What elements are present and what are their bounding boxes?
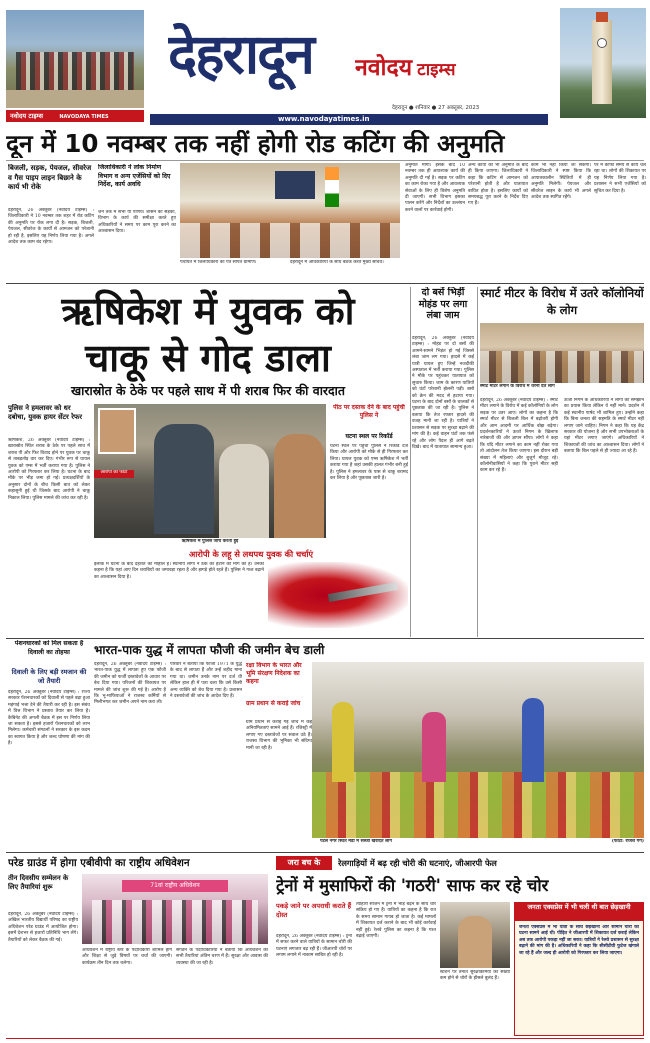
bottom-left-col-1: देहरादून, 26 अक्तूबर (नवोदय टाइम्स) : अखिल भारतीय विद्यार्थी परिषद का राष्ट्रीय अधिवेशन परेड ग्राउंड में आयोजित होगा। इसमें देशभर से हजारों प्रतिनिधि भाग लेंगे। तैयारियों को लेकर बैठक की गई।	[8, 912, 78, 943]
website-bar	[150, 114, 548, 125]
left-tag-bar	[6, 110, 144, 122]
top-col-7: पर में काफी समय से कार्य चल रहा था। लोगों की शिकायत पर यह निर्णय लिया गया है। प्रशासन ने सभी एजेंसियों को सूचित कर दिया है।	[594, 163, 646, 194]
top-col-4: अनुमति मांगी। इसके बाद 10 नवम्बर तक ही आवश्यक कार्य की अनुमति दी गई है। सड़क पर कटिंग का काम रोका गया है और आवश्यक सेवाओं के लिए ही विशेष अनुमति दी जाएगी। सभी विभाग इसका पालन करेंगे और निर्देशों का उल्लंघन करने वालों पर कार्रवाई होगी।	[405, 163, 465, 213]
clock-tower-photo	[560, 8, 646, 118]
lead-sidebar-col: घटना स्थल पर पहुंची पुलिस ने रिकॉर्ड दर्ज किया और आरोपी को मौके से ही गिरफ्तार कर लिया। घायल युवक को एम्स ऋषिकेश में भर्ती कराया गया है जहां उसकी हालत गंभीर बनी हुई है। पुलिस ने हमलावर के पास से चाकू बरामद कर लिया है और पूछताछ जारी है।	[330, 444, 408, 482]
left-tag-en: NAVODAYA TIMES	[59, 114, 109, 120]
lead-headline-2: चाकू से गोद डाला	[85, 336, 331, 380]
meeting-caption-right: देहरादून में अधिकारियों के साथ बैठक करते मुख्य सचिव।	[290, 260, 384, 265]
jara-bach-ke-tag: जरा बच के	[276, 856, 332, 870]
india-pak-col-2: परिवार ने बताया कि फौजी 1971 के युद्ध के बाद से लापता हैं और उन्हें शहीद माना गया था। जमीन उनके नाम पर दर्ज थी लेकिन हाल ही में पता चला कि उसे किसी अन्य व्यक्ति को बेच दिया गया है। प्रशासन ने दस्तावेजों की जांच के आदेश दिए हैं।	[170, 662, 242, 700]
lead-headline-1: ऋषिकेश में युवक को	[61, 289, 355, 333]
train-col-2: त्योहारी सीजन में ट्रेनों में भीड़ बढ़ने के साथ चोर सक्रिय हो गए हैं। यात्रियों का कहना है कि रात के समय सामान गायब हो जाता है। कई मामलों में शिकायत दर्ज कराने के बाद भी कोई कार्रवाई नहीं हुई। रेलवे पुलिस का कहना है कि गश्त बढ़ाई जाएगी।	[356, 902, 436, 940]
lead-subhead: खारास्रोत के ठेके पर पहले साथ में पी शराब फिर की वारदात	[70, 383, 346, 398]
protest-photo	[480, 323, 644, 383]
india-pak-sub-1: रक्षा विभाग के भारत और भूमि संरक्षण निदेशक का कहना	[246, 662, 302, 685]
bottom-left-sub: तीन दिवसीय सम्मेलन के लिए तैयारियां शुरू	[8, 874, 69, 891]
bottom-kicker: रेलगाड़ियों में बढ़ रही चोरी की घटनाएं, जीआरपी फेल	[338, 858, 497, 868]
india-pak-col-3: ग्राम प्रधान से कराई गई जांच में कई अनियमितताएं सामने आई हैं। रजिस्ट्री में लगाए गए दस्तावेजों पर सवाल उठे हैं। राजस्व विभाग की भूमिका भी संदिग्ध मानी जा रही है।	[246, 720, 312, 751]
website[interactable]: www.navodayatimes.in	[278, 115, 370, 123]
bus-headline: दो बसें भिड़ीं मोहंड पर लगा लंबा जाम	[418, 287, 468, 321]
bottom-left-col-3: संगठन के पदाधिकारियों ने बताया कि अधिवेशन की सभी तैयारियां अंतिम चरण में हैं। सुरक्षा और आवास की व्यवस्था की जा रही है।	[176, 948, 268, 966]
arrest-caption-2: ऋषिकेश में पुलिस जांच करती हुई	[181, 539, 239, 544]
smart-col-2: ऊर्जा निगम के अधिकारियों ने लोगों को समझाने का प्रयास किया लेकिन वे नहीं माने। प्रदर्शन में कई स्थानीय पार्षद भी शामिल हुए। उन्होंने कहा कि बिना जनता की सहमति के स्मार्ट मीटर नहीं लगाए जाने चाहिए। निगम ने कहा कि यह केंद्र सरकार की योजना है और सभी उपभोक्ताओं के यहां मीटर लगाए जाएंगे। अधिकारियों ने शिकायतों की जांच का आश्वासन दिया। लोगों ने बताया कि बिल पहले से ही ज्यादा आ रहे हैं।	[564, 398, 644, 455]
meeting-caption-left: पंचायत में जिलाधिकारी को पत्र सौंपते ग्रामीण।	[180, 260, 257, 265]
left-brief-kicker: पेंशनधारकों को मिल सकता है दिवाली का तोहफा	[14, 640, 84, 656]
market-credit: (फोटो: राजेश गर्ग)	[611, 839, 644, 844]
left-tag: नवोदय टाइम्स	[10, 112, 44, 120]
lead-sidebar-title: पीठ पर दस्तक देने के बाद पहुंची पुलिस ने	[333, 404, 405, 419]
brand-block	[355, 50, 525, 86]
market-caption: पटेल नगर स्थित मंडी में सब्जी खरीदते लोग	[320, 839, 392, 844]
meeting-photo	[180, 163, 400, 258]
janata-box	[514, 902, 644, 1036]
lead-col-1: ऋषिकेश, 26 अक्तूबर (नवोदय टाइम्स) : खारास्रोत स्थित शराब के ठेके पर पहले साथ में शराब पी और फिर विवाद होने पर युवक पर चाकू से ताबड़तोड़ वार कर दिए। गंभीर रूप से घायल युवक को एम्स में भर्ती कराया गया है। पुलिस ने आरोपी को गिरफ्तार कर लिया है। घटना के बाद मौके पर भीड़ जमा हो गई। प्रत्यक्षदर्शियों के अनुसार दोनों के बीच किसी बात को लेकर कहासुनी हुई थी जिसके बाद आरोपी ने चाकू निकाल लिया। पुलिस मामले की जांच कर रही है।	[8, 438, 90, 501]
abvp-photo-label: 71वां राष्ट्रीय अधिवेशन	[122, 880, 228, 892]
india-pak-col-1: देहरादून, 26 अक्तूबर (नवोदय टाइम्स) : भारत-पाक युद्ध में लापता हुए एक फौजी की जमीन को फर्जी दस्तावेजों के आधार पर बेच दिया गया। परिजनों की शिकायत पर मामले की जांच शुरू की गई है। आरोप है कि भू-माफियाओं ने राजस्व कर्मियों से मिलीभगत कर जमीन अपने नाम करा ली।	[94, 662, 166, 706]
top-sub-2: जिलाधिकारी ने लोक निर्माण विभाग व अन्य एजेंसियों को दिए निर्देश, कार्य अवधि	[98, 164, 171, 189]
top-col-6: काम भी नहीं किया जा सकेगा। जिलाधिकारी ने स्पष्ट किया कि आपातकालीन स्थितियों में ही अनुमति मिलेगी। पेयजल और सीवरेज लाइन के कार्य भी अगले आदेश तक स्थगित रहेंगे।	[531, 163, 591, 201]
top-headline: दून में 10 नवम्बर तक नहीं होगी रोड कटिंग की अनुमति	[6, 130, 505, 158]
bottom-left-col-2: अधिवेशन में राष्ट्रीय स्तर के पदाधिकारी शामिल होंगे और शिक्षा से जुड़े विषयों पर चर्चा की जाएगी। कार्यक्रम तीन दिन तक चलेगा।	[82, 948, 172, 966]
lead-bullet: पुलिस ने हमलावर को धर दबोचा, युवक हायर सेंटर रेफर	[8, 404, 83, 421]
blood-knife-graphic	[268, 562, 408, 628]
janata-box-title: जनता एक्सप्रेस में भी चली थी बात छेड़खानी	[515, 903, 643, 921]
train-theft-sub: पकड़े जाने पर अपराधी कराते हैं दोस्त	[276, 902, 352, 919]
janata-box-text: जनता एक्सप्रेस में भी यात्री के साथ छेड़खानी और सामान चोरी की घटना सामने आई थी। पीड़ित ने जीआरपी में शिकायत दर्ज कराई लेकिन अब तक आरोपी पकड़ा नहीं जा सका। यात्रियों ने रेलवे प्रशासन से सुरक्षा बढ़ाने की मांग की है। अधिकारियों ने कहा कि सीसीटीवी फुटेज खंगाले जा रहे हैं और जल्द ही आरोपी को गिरफ्तार कर लिया जाएगा।	[519, 925, 639, 956]
brand-name-2: टाइम्स	[417, 60, 456, 80]
dateline: देहरादून ● शनिवार ● 27 अक्तूबर, 2023	[392, 105, 480, 111]
market-photo	[312, 662, 644, 838]
lead-sidebar-sub: घटना स्थल पर रिकॉर्ड	[345, 433, 393, 440]
arrest-caption-1: आरोपी की फोटो	[94, 470, 134, 478]
train-photo	[440, 902, 510, 968]
abvp-photo	[82, 874, 268, 944]
lead-banner: आरोपी के लहू से लथपथ युवक की चर्चाएं	[189, 549, 313, 559]
lead-banner-col: इलाके में घटना के बाद दहशत का माहौल है। स्थानीय लोगों ने ठेके को हटाने की मांग की है। उनका कहना है कि यहां आए दिन शराबियों का जमावड़ा रहता है और झगड़े होते रहते हैं। पुलिस ने गश्त बढ़ाने का आश्वासन दिया है।	[94, 562, 264, 580]
bottom-left-headline: परेड ग्राउंड में होगा एबीवीपी का राष्ट्रीय अधिवेशन	[8, 857, 190, 869]
smart-meter-headline: स्मार्ट मीटर के विरोध में उतरे कॉलोनियों के लोग	[480, 286, 644, 317]
brand-name: नवोदय	[355, 55, 413, 81]
parade-photo	[6, 10, 144, 108]
top-col-1: देहरादून, 26 अक्तूबर (नवोदय टाइम्स) : जिलाधिकारी ने 10 नवम्बर तक शहर में रोड कटिंग की अनुमति पर रोक लगा दी है। सड़क, बिजली, पेयजल, सीवरेज के कार्यों से आमजन को परेशानी हो रही है, इसलिए यह निर्णय लिया गया है। अगले आदेश तक काम बंद रहेगा।	[8, 208, 94, 246]
train-theft-headline: ट्रेनों में मुसाफिरों की 'गठरी' साफ कर रहे चोर	[276, 876, 549, 895]
masthead	[0, 0, 650, 128]
left-brief-headline: दिवाली के लिए बड़ी रमजान की जो तैयारी	[11, 668, 87, 685]
paper-title: देहरादून	[168, 21, 313, 86]
top-sub-1: बिजली, सड़क, पेयजल, सीवरेज व गैस पाइप लाइन बिछाने के कार्य भी रोके	[8, 164, 92, 191]
top-col-5: अन्य कार्यों को भी अनुमति के बाद ही किया जाएगा। जिलाधिकारी ने कहा कि कटिंग से आमजन को परेशानी होती है और यातायात बाधित होता है। इसलिए कार्यों को समयबद्ध पूरा करने के निर्देश दिए गए हैं।	[468, 163, 528, 207]
train-col-1: देहरादून, 26 अक्तूबर (नवोदय टाइम्स) : ट्रेनों में सफर करने वाले यात्रियों के सामान चोरी की घटनाएं लगातार बढ़ रही हैं। जीआरपी चोरों पर लगाम लगाने में नाकाम साबित हो रही है।	[276, 934, 352, 959]
top-col-2: जन तक में सभी या पणिय। शासन की सड़कों, विभाग के कार्य की समीक्षा करते हुए अधिकारियों ने समय पर काम पूरा करने का आश्वासन दिया।	[98, 210, 176, 235]
left-brief-col: देहरादून, 26 अक्तूबर (नवोदय टाइम्स) : राज्य सरकार पेंशनधारकों को दिवाली से पहले बढ़ा हुआ महंगाई भत्ता देने की तैयारी कर रही है। इस संबंध में वित्त विभाग ने प्रस्ताव तैयार कर लिया है। कैबिनेट की अगली बैठक में इस पर निर्णय लिया जा सकता है। इससे हजारों पेंशनधारकों को लाभ मिलेगा। कर्मचारी संगठनों ने सरकार के इस कदम का स्वागत किया है और जल्द घोषणा की मांग की है।	[8, 690, 90, 747]
protest-caption: स्मार्ट मीटर लगाने के विरोध में धरना देते लोग	[480, 384, 555, 389]
train-col-3: स्टेशन पर तैनात सुरक्षाकर्मियों की संख्या कम होने से चोरों के हौसले बुलंद हैं।	[440, 970, 510, 982]
smart-col-1: देहरादून, 26 अक्तूबर (नवोदय टाइम्स) : स्मार्ट मीटर लगाने के विरोध में कई कॉलोनियों के लोग सड़क पर उतर आए। लोगों का कहना है कि स्मार्ट मीटर से बिजली बिल में बढ़ोतरी होगी और आम आदमी पर आर्थिक बोझ बढ़ेगा। प्रदर्शनकारियों ने ऊर्जा निगम के खिलाफ नारेबाजी की और ज्ञापन सौंपा। लोगों ने कहा कि यदि मीटर लगाने का काम नहीं रोका गया तो आंदोलन तेज किया जाएगा। इस दौरान बड़ी संख्या में महिलाएं और बुजुर्ग मौजूद रहे। कॉलोनीवासियों ने कहा कि पुराने मीटर सही काम कर रहे हैं।	[480, 398, 558, 474]
india-pak-headline: भारत-पाक युद्ध में लापता फौजी की जमीन बेच डाली	[94, 643, 325, 657]
india-pak-sub-2: ग्राम प्रधान से कराई जांच	[246, 700, 301, 707]
bus-col: देहरादून, 26 अक्तूबर (नवोदय टाइम्स) : मोहंड पर दो बसों की आमने-सामने भिड़ंत हो गई जिससे लंबा जाम लग गया। हादसे में कई यात्री घायल हुए जिन्हें नजदीकी अस्पताल में भर्ती कराया गया। पुलिस ने मौके पर पहुंचकर यातायात को सुचारु किया। जाम के कारण यात्रियों को घंटों परेशानी झेलनी पड़ी। बसों को क्रेन की मदद से हटाया गया। घटना के बाद दोनों बसों के चालकों से पूछताछ की जा रही है। पुलिस ने बताया कि तेज रफ्तार हादसे की वजह मानी जा रही है। यात्रियों ने प्रशासन से सड़क पर सुरक्षा बढ़ाने की मांग की है। कई वाहन घंटों तक फंसे रहे और लोग पैदल ही आगे बढ़ते दिखे। बाद में यातायात सामान्य हुआ।	[412, 336, 474, 450]
